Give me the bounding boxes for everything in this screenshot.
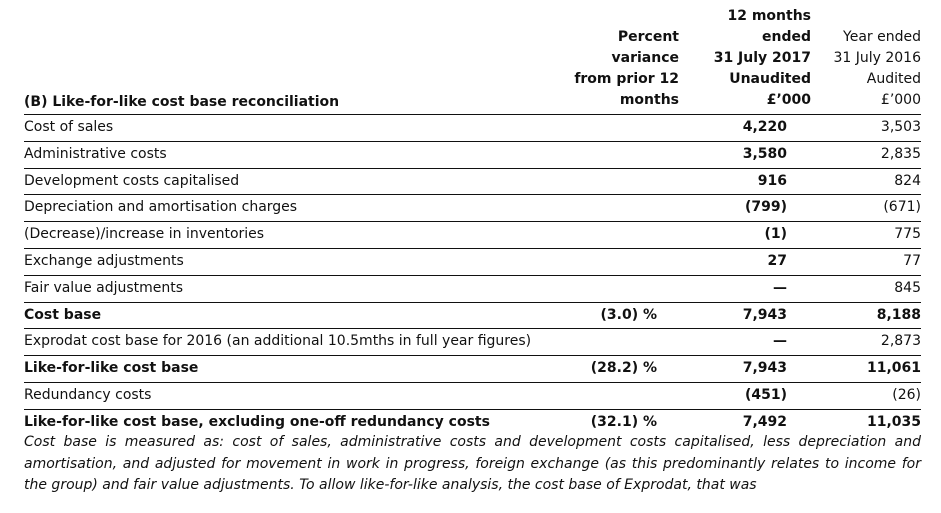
table-row [24,329,921,356]
row-label: Cost of sales [24,119,114,135]
value-2016-cell: 3,503 [880,119,921,135]
value-2016-cell: 8,188 [876,306,921,323]
row-label: Exprodat cost base for 2016 (an additional 10.5mths in full year figures) [24,333,532,350]
header-percent-variance: Percent variance from prior 12 months [574,29,679,108]
table-body [24,115,921,436]
header-2016: Year ended 31 July 2016 Audited £’000 [833,29,921,108]
value-2017-cell: 916 [757,172,787,189]
value-2016-cell: 845 [894,279,921,296]
percent-variance-cell: (28.2) % [590,360,657,377]
table-row [24,115,921,142]
row-label: Depreciation and amortisation charges [24,199,298,216]
row-label: Like-for-like cost base [24,360,199,377]
value-2016-cell: (26) [892,386,921,403]
value-2017-cell: (799) [744,199,787,216]
table-header [24,6,921,115]
value-2016-cell: 77 [903,252,921,269]
table-row [24,249,921,276]
table-row [24,303,921,330]
value-2017-cell: 3,580 [742,145,787,162]
percent-variance-cell: (3.0) % [600,306,657,323]
value-2016-cell: 775 [894,226,921,243]
table-row [24,383,921,410]
row-label: (Decrease)/increase in inventories [24,226,265,243]
table-row [24,276,921,303]
row-label: Exchange adjustments [24,252,184,269]
row-label: Cost base [24,306,102,323]
footnote: Cost base is measured as: cost of sales, administrative costs and development costs capitalised, less depreciation and amortisation, and adjusted for movement in work in progress, foreign exchange (as this predominantly relates to income for the group) and fair value adjustments. To allow like-for-like analysis, the cost base of Exprodat, that was [24,434,921,493]
table-row [24,222,921,249]
table-row [24,142,921,169]
header-2017: 12 months ended 31 July 2017 Unaudited £’000 [713,8,811,108]
value-2017-cell: 7,943 [742,306,787,323]
row-label: Development costs capitalised [24,172,240,189]
row-label: Redundancy costs [24,386,152,403]
value-2017-cell: 7,943 [742,360,787,377]
reconciliation-table [24,6,921,436]
value-2016-cell: 11,061 [866,360,921,377]
value-2017-cell: 4,220 [742,119,787,135]
percent-variance-cell: (32.1) % [590,413,657,430]
value-2017-cell: — [773,279,787,296]
value-2017-cell: 27 [767,252,787,269]
value-2017-cell: (1) [764,226,787,243]
value-2016-cell: 2,835 [880,145,921,162]
value-2017-cell: (451) [744,386,787,403]
table-row [24,195,921,222]
row-label: Like-for-like cost base, excluding one-off redundancy costs [24,413,490,430]
value-2017-cell: 7,492 [742,413,787,430]
value-2016-cell: 824 [894,172,921,189]
section-label: (B) Like-for-like cost base reconciliation [24,94,340,110]
value-2016-cell: (671) [883,199,921,216]
row-label: Administrative costs [24,145,167,162]
table-row [24,356,921,383]
row-label: Fair value adjustments [24,279,184,296]
value-2017-cell: — [773,333,787,350]
value-2016-cell: 2,873 [880,333,921,350]
value-2016-cell: 11,035 [866,413,921,430]
table-row [24,169,921,196]
